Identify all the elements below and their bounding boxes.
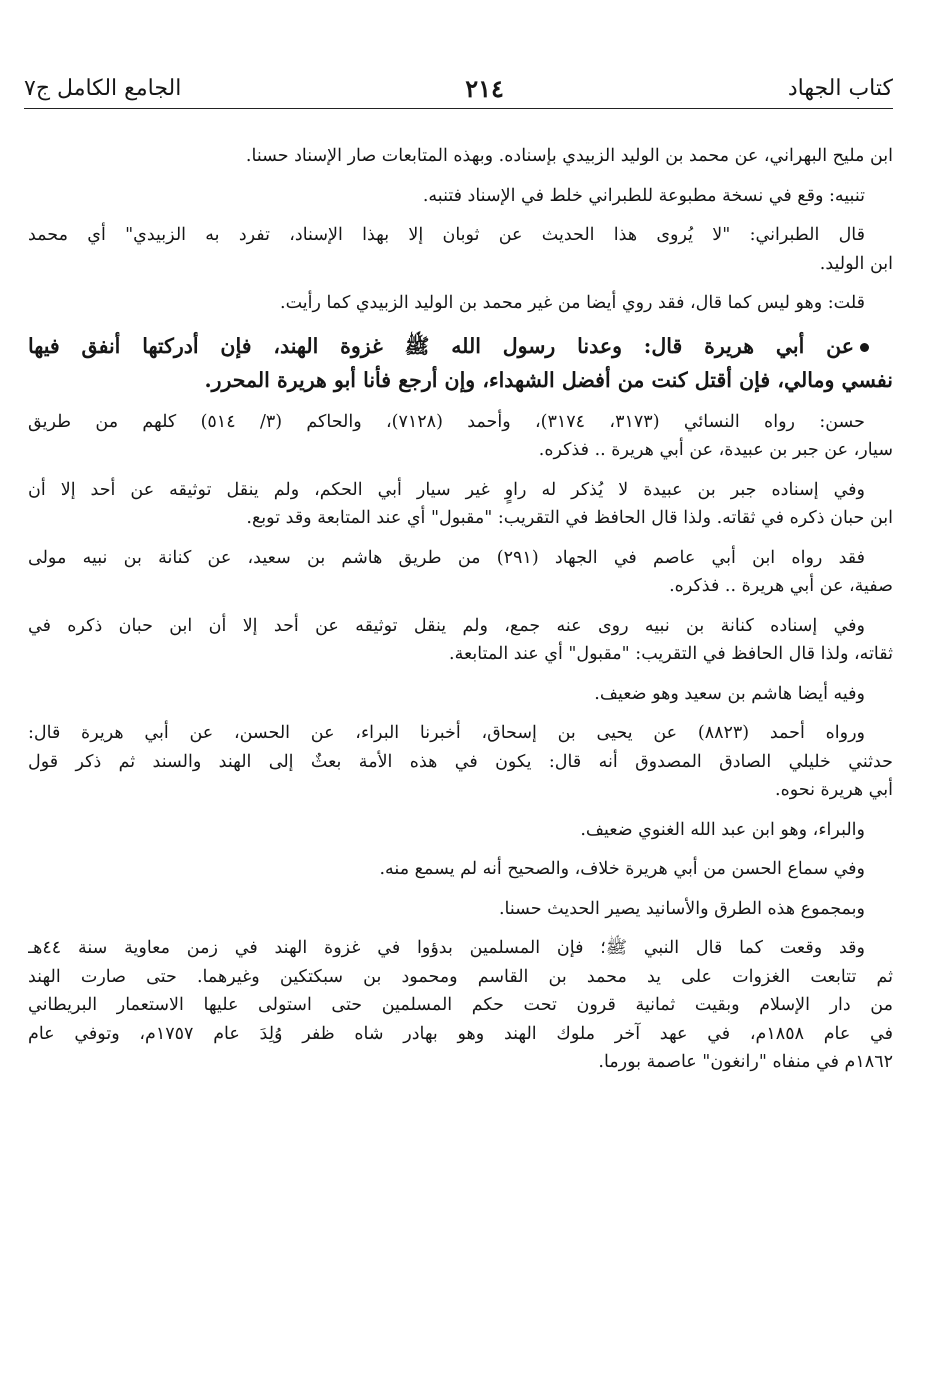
paragraph — [28, 719, 893, 805]
text-line: نفسي ومالي، فإن أقتل كنت من أفضل الشهداء، وإن أرجع فأنا أبو هريرة المحرر. — [204, 367, 893, 392]
text-line: أبي هريرة نحوه. — [775, 780, 893, 800]
text-line: حسن: رواه النسائي (٣١٧٣، ٣١٧٤)، وأحمد (٧١٢٨)، والحاكم (٣/ ٥١٤) كلهم من طريق — [28, 411, 865, 432]
text-line: سيار، عن جبر بن عبيدة، عن أبي هريرة .. فذكره. — [538, 440, 893, 460]
paragraph — [28, 855, 893, 884]
text-line: صفية، عن أبي هريرة .. فذكره. — [669, 576, 893, 596]
paragraph — [28, 182, 893, 211]
text-line: فقد رواه ابن أبي عاصم في الجهاد (٢٩١) من طريق هاشم بن سعيد، عن كنانة بن نبيه مولى — [28, 547, 865, 568]
text-line: ثقاته، ولذا قال الحافظ في التقريب: "مقبول" أي عند المتابعة. — [449, 644, 893, 664]
paragraph — [28, 408, 893, 465]
text-line: من دار الإسلام وبقيت ثمانية قرون تحت حكم المسلمين حتى استولى عليها الاستعمار البريطاني — [28, 995, 893, 1015]
hadith-text — [28, 329, 893, 397]
paragraph — [28, 476, 893, 533]
text-line: وقد وقعت كما قال النبي ﷺ؛ فإن المسلمين بدؤوا في غزوة الهند في زمن معاوية سنة ٤٤هـ — [28, 938, 865, 958]
paragraph — [28, 544, 893, 601]
text-line: قلت: وهو ليس كما قال، فقد روي أيضا من غير محمد بن الوليد الزبيدي كما رأيت. — [280, 293, 865, 313]
text-line: وفي إسناده كنانة بن نبيه روى عنه جمع، ولم ينقل توثيقه عن أحد إلا أن ابن حبان ذكره في — [28, 615, 865, 636]
text-line: عن أبي هريرة قال: وعدنا رسول الله ﷺ غزوة الهند، فإن أدركتها أنفق فيها — [28, 333, 854, 358]
text-line: ابن الوليد. — [819, 253, 893, 274]
text-line: ابن مليح البهراني، عن محمد بن الوليد الزبيدي بإسناده. وبهذه المتابعات صار الإسناد حسنا. — [245, 146, 893, 166]
text-line: حدثني خليلي الصادق المصدوق أنه قال: يكون في هذه الأمة بعثٌ إلى الهند والسند ثم ذكر قول — [28, 751, 893, 772]
page-body — [28, 142, 893, 1077]
paragraph — [28, 221, 893, 278]
paragraph — [28, 612, 893, 669]
text-line: وفيه أيضا هاشم بن سعيد وهو ضعيف. — [594, 683, 865, 704]
book-title: كتاب الجهاد — [787, 75, 893, 101]
hadith-line-wrap — [28, 329, 893, 363]
text-line: ابن حبان ذكره في ثقاته. ولذا قال الحافظ في التقريب: "مقبول" أي عند المتابعة وقد توبع. — [246, 508, 893, 528]
page-number: ٢١٤ — [465, 73, 504, 103]
paragraph — [28, 816, 893, 845]
text-line: ورواه أحمد (٨٨٢٣) عن يحيى بن إسحاق، أخبرنا البراء، عن الحسن، عن أبي هريرة قال: — [28, 723, 865, 743]
text-line: وبمجموع هذه الطرق والأسانيد يصير الحديث حسنا. — [498, 898, 865, 919]
paragraph — [28, 142, 893, 171]
paragraph — [28, 934, 893, 1077]
paragraph — [28, 680, 893, 709]
text-line: في عام ١٨٥٨م، في عهد آخر ملوك الهند وهو بهادر شاه ظفر وُلِدَ عام ١٧٥٧م، وتوفي عام — [28, 1023, 893, 1044]
text-line: وفي إسناده جبر بن عبيدة لا يُذكر له راوٍ غير سيار أبي الحكم، ولم ينقل توثيقه عن أحد إلا أن — [28, 479, 865, 500]
text-line: وفي سماع الحسن من أبي هريرة خلاف، والصحيح أنه لم يسمع منه. — [379, 859, 865, 879]
text-line: تنبيه: وقع في نسخة مطبوعة للطبراني خلط في الإسناد فتنبه. — [422, 185, 865, 206]
bullet-icon — [860, 343, 869, 352]
running-header — [24, 68, 893, 109]
text-line: ثم تتابعت الغزوات على يد محمد بن القاسم ومحمود بن سبكتكين وغيرهما. حتى صارت الهند — [28, 966, 893, 987]
paragraph — [28, 895, 893, 924]
text-line: قال الطبراني: "لا يُروى هذا الحديث عن ثوبان إلا بهذا الإسناد، تفرد به الزبيدي" أي محمد — [28, 225, 865, 245]
text-line: ١٨٦٢م في منفاه "رانغون" عاصمة بورما. — [598, 1052, 893, 1072]
text-line: والبراء، وهو ابن عبد الله الغنوي ضعيف. — [580, 819, 865, 840]
volume-title: الجامع الكامل ج٧ — [24, 75, 182, 101]
paragraph — [28, 289, 893, 318]
